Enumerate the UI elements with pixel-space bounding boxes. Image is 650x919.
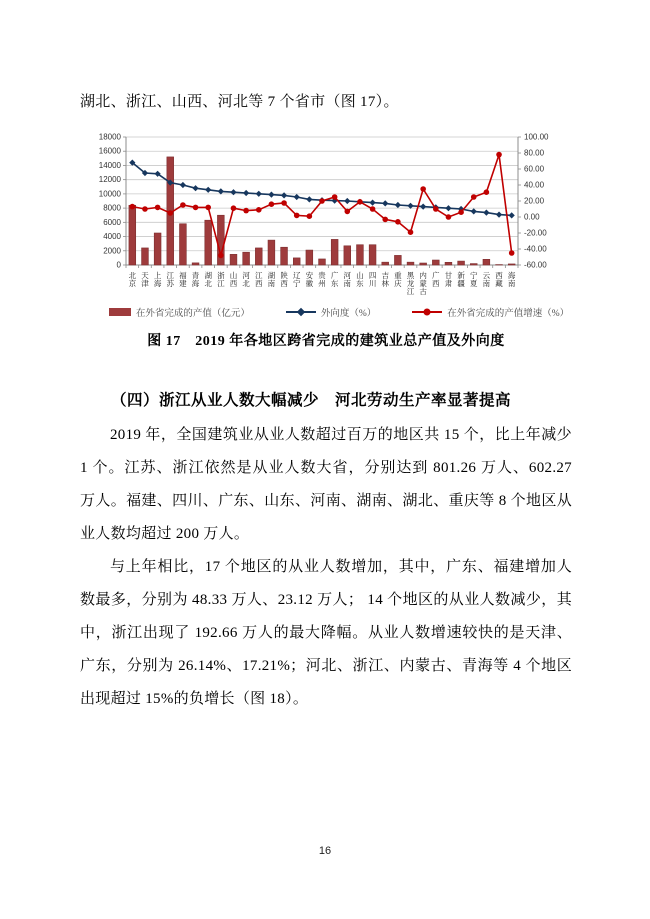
svg-text:四川: 四川 bbox=[368, 271, 377, 288]
bar bbox=[420, 263, 427, 265]
line-diamond-swatch-icon bbox=[286, 307, 316, 317]
body-paragraph-2: 与上年相比，17 个地区的从业人数增加，其中，广东、福建增加人数最多，分别为 48.33 万人、23.12 万人； 14 个地区的从业人数减少，其中，浙江出现了 192.66 万人的最大降幅。从业人数增速较快的是天津、广东，分别为 26.14%、17.21%；河北、浙江、内蒙古、青海等 4 个地区出现超过 15%的负增长（图 18）。 bbox=[80, 559, 572, 707]
bar bbox=[445, 262, 452, 265]
svg-text:北京: 北京 bbox=[128, 271, 137, 288]
svg-text:山西: 山西 bbox=[229, 271, 238, 288]
svg-text:16000: 16000 bbox=[98, 146, 121, 156]
bar bbox=[205, 220, 212, 265]
svg-text:辽宁: 辽宁 bbox=[292, 271, 301, 288]
chart-legend bbox=[80, 305, 572, 319]
bar-swatch-icon bbox=[109, 308, 131, 316]
svg-text:浙江: 浙江 bbox=[217, 271, 225, 288]
bar bbox=[281, 247, 288, 265]
left-axis-labels bbox=[99, 133, 126, 270]
svg-text:湖北: 湖北 bbox=[204, 271, 212, 288]
outward-degree-line bbox=[129, 160, 515, 219]
svg-text:20.00: 20.00 bbox=[524, 196, 545, 206]
svg-text:0: 0 bbox=[116, 260, 121, 270]
svg-text:6000: 6000 bbox=[103, 217, 121, 227]
bar bbox=[255, 248, 262, 265]
legend-label-output: 在外省完成的产值（亿元） bbox=[135, 309, 250, 319]
svg-text:新疆: 新疆 bbox=[457, 271, 465, 288]
svg-text:福建: 福建 bbox=[179, 271, 187, 288]
line-circle-swatch-icon bbox=[412, 307, 442, 317]
svg-text:河北: 河北 bbox=[242, 271, 250, 288]
svg-text:陕西: 陕西 bbox=[280, 271, 288, 288]
right-axis-labels bbox=[518, 133, 549, 270]
bar bbox=[508, 264, 515, 265]
svg-text:2000: 2000 bbox=[103, 246, 121, 256]
legend-item-growth bbox=[412, 305, 569, 319]
body-paragraph-1: 2019 年，全国建筑业从业人数超过百万的地区共 15 个，比上年减少 1 个。江苏、浙江依然是从业人数大省，分别达到 801.26 万人、602.27 万人。福建、四川、广东、山东、河南、湖南、湖北、重庆等 8 个地区从业人数均超过 200 万人。 bbox=[80, 427, 572, 542]
svg-text:40.00: 40.00 bbox=[524, 180, 545, 190]
svg-text:60.00: 60.00 bbox=[524, 164, 545, 174]
bar bbox=[142, 248, 149, 265]
bar bbox=[192, 263, 199, 265]
svg-text:江苏: 江苏 bbox=[166, 271, 175, 288]
svg-text:内蒙古: 内蒙古 bbox=[419, 271, 427, 296]
bar bbox=[458, 261, 465, 265]
svg-text:青海: 青海 bbox=[191, 271, 200, 288]
bar bbox=[319, 259, 326, 265]
bar bbox=[293, 258, 300, 265]
bar bbox=[230, 254, 237, 265]
svg-text:湖南: 湖南 bbox=[267, 271, 276, 288]
svg-text:14000: 14000 bbox=[98, 160, 121, 170]
bar bbox=[268, 240, 275, 265]
svg-text:山东: 山东 bbox=[356, 271, 364, 288]
bar bbox=[432, 260, 439, 265]
bar bbox=[306, 250, 313, 265]
svg-text:上海: 上海 bbox=[153, 271, 162, 288]
legend-item-output bbox=[109, 305, 250, 319]
bar bbox=[344, 246, 351, 265]
svg-text:江西: 江西 bbox=[255, 271, 263, 288]
intro-paragraph: 湖北、浙江、山西、河北等 7 个省市（图 17）。 bbox=[80, 94, 399, 110]
svg-text:广东: 广东 bbox=[330, 271, 339, 288]
x-axis-labels bbox=[129, 270, 516, 296]
legend-label-growth: 在外省完成的产值增速（%） bbox=[447, 309, 570, 319]
section-heading: （四）浙江从业人数大幅减少 河北劳动生产率显著提高 bbox=[111, 392, 512, 409]
svg-text:安徽: 安徽 bbox=[305, 271, 314, 288]
svg-text:海南: 海南 bbox=[507, 271, 516, 288]
bar bbox=[243, 252, 250, 265]
svg-text:河南: 河南 bbox=[343, 271, 352, 288]
figure-17 bbox=[80, 133, 572, 350]
bar bbox=[382, 262, 389, 265]
svg-text:100.00: 100.00 bbox=[524, 133, 549, 142]
bar bbox=[357, 245, 364, 265]
bar bbox=[470, 264, 477, 265]
svg-text:80.00: 80.00 bbox=[524, 148, 545, 158]
figure-caption: 图 17 2019 年各地区跨省完成的建筑业总产值及外向度 bbox=[147, 334, 505, 349]
svg-text:云南: 云南 bbox=[482, 271, 491, 288]
svg-text:重庆: 重庆 bbox=[394, 271, 402, 288]
bar bbox=[407, 262, 414, 265]
bar bbox=[483, 259, 490, 265]
svg-text:天津: 天津 bbox=[141, 271, 149, 288]
svg-text:贵州: 贵州 bbox=[318, 271, 326, 288]
bar bbox=[394, 255, 401, 265]
combo-chart bbox=[88, 133, 558, 303]
bar bbox=[129, 205, 136, 265]
bar bbox=[180, 224, 187, 265]
svg-text:-40.00: -40.00 bbox=[524, 244, 547, 254]
svg-text:-20.00: -20.00 bbox=[524, 228, 547, 238]
svg-text:吉林: 吉林 bbox=[381, 271, 389, 288]
svg-text:-60.00: -60.00 bbox=[524, 260, 547, 270]
svg-text:4000: 4000 bbox=[103, 232, 121, 242]
legend-label-outward: 外向度（%） bbox=[320, 309, 377, 319]
bar bbox=[369, 245, 376, 265]
svg-text:18000: 18000 bbox=[98, 133, 121, 142]
bar bbox=[154, 233, 161, 265]
svg-text:0.00: 0.00 bbox=[524, 212, 540, 222]
svg-text:黑龙江: 黑龙江 bbox=[406, 271, 415, 296]
svg-text:甘肃: 甘肃 bbox=[444, 271, 453, 288]
svg-text:西藏: 西藏 bbox=[495, 271, 503, 288]
svg-text:12000: 12000 bbox=[98, 175, 121, 185]
bar bbox=[331, 239, 338, 265]
svg-text:广西: 广西 bbox=[432, 271, 440, 288]
legend-item-outward bbox=[286, 305, 376, 319]
svg-text:10000: 10000 bbox=[98, 189, 121, 199]
page-number: 16 bbox=[318, 845, 332, 857]
svg-text:宁夏: 宁夏 bbox=[469, 271, 478, 288]
growth-rate-line bbox=[130, 152, 515, 258]
bars-series bbox=[129, 157, 515, 265]
svg-text:8000: 8000 bbox=[103, 203, 121, 213]
